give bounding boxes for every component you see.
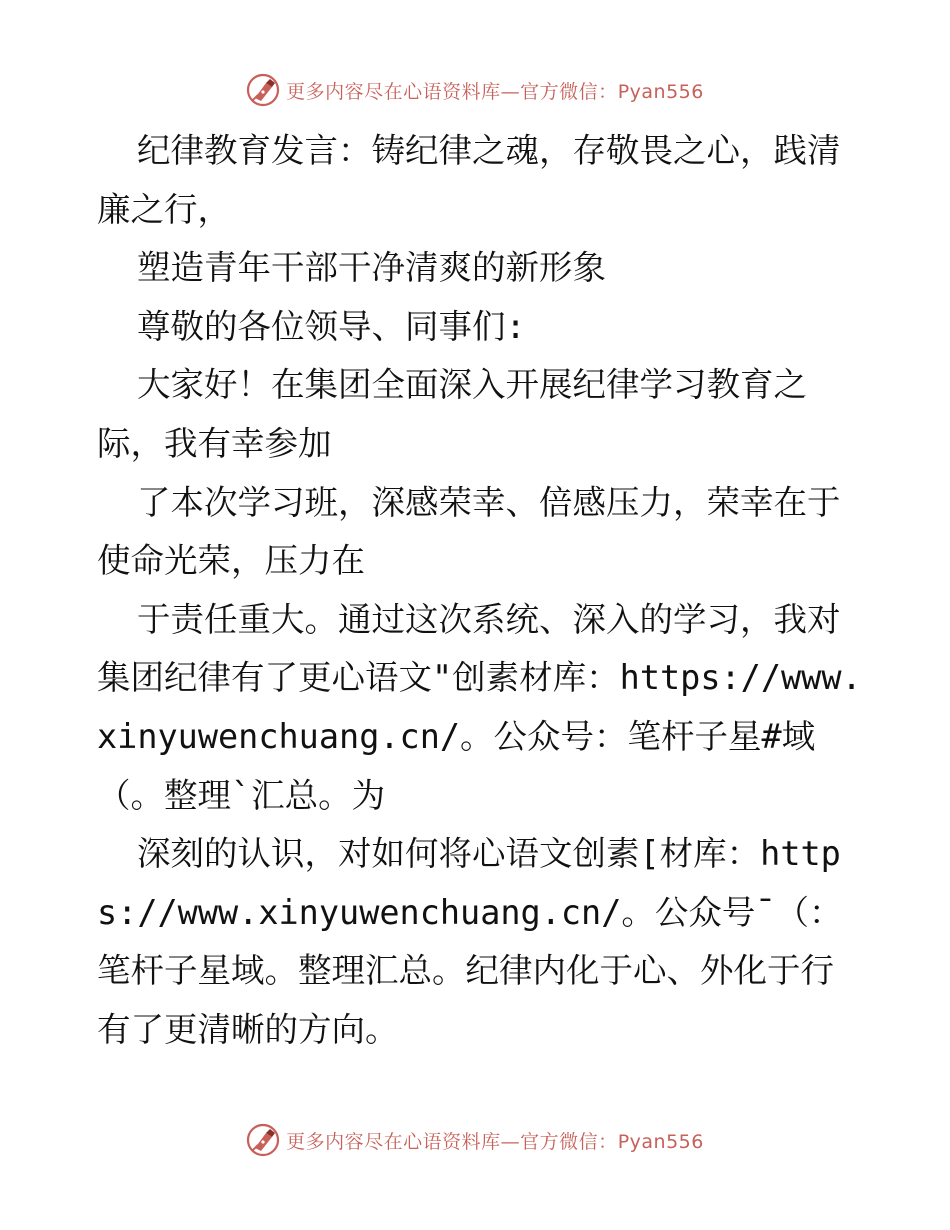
paragraph-salutation: 尊敬的各位领导、同事们: (137, 306, 526, 346)
paragraph-title: 纪律教育发言：铸纪律之魂，存敬畏之心，践清廉之行， (97, 131, 841, 229)
footer-banner-text: 更多内容尽在心语资料库—官方微信：Pyan556 (286, 1130, 704, 1153)
pen-nib-logo-icon (246, 1123, 280, 1157)
paragraph-subtitle: 塑造青年干部干净清爽的新形象 (137, 248, 606, 288)
header-watermark-banner (0, 70, 950, 110)
paragraph-body: 大家好！在集团全面深入开展纪律学习教育之际，我有幸参加 (97, 365, 807, 463)
paragraph-body: 深刻的认识，对如何将心语文创素[材库：https://www.xinyuwenchuang.cn/。公众号¯（：笔杆子星域。整理汇总。纪律内化于心、外化于行有了更清晰的方向。 (97, 834, 843, 1049)
paragraph-body: 于责任重大。通过这次系统、深入的学习，我对集团纪律有了更心语文"创素材库：https://www.xinyuwenchuang.cn/。公众号：笔杆子星#域（。整理`汇总。为 (97, 599, 862, 815)
paragraph-body: 了本次学习班，深感荣幸、倍感压力，荣幸在于使命光荣，压力在 (97, 482, 841, 581)
document-body (97, 122, 867, 1060)
pen-nib-logo-icon (246, 73, 280, 107)
footer-watermark-banner (0, 1120, 950, 1160)
header-banner-text: 更多内容尽在心语资料库—官方微信：Pyan556 (286, 80, 704, 103)
